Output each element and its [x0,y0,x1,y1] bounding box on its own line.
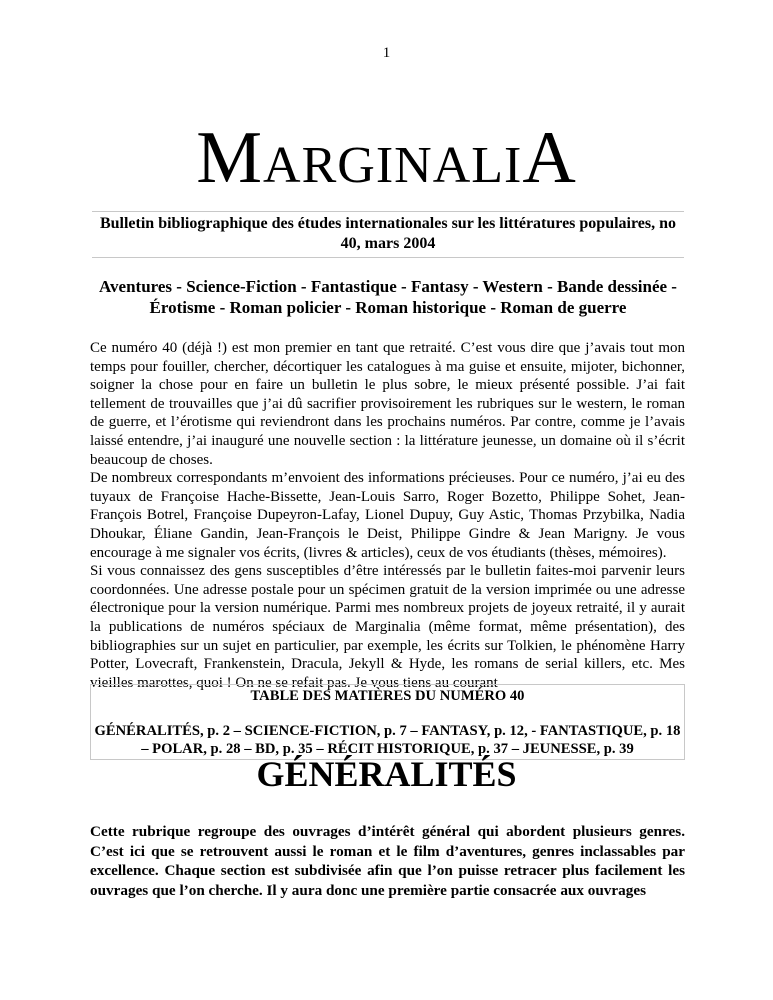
page-number: 1 [382,45,391,61]
title-small-caps: ARGINALI [263,137,523,194]
title-final: A [522,117,577,199]
title-initial: M [196,117,264,199]
intro-paragraph: De nombreux correspondants m’envoient des informations précieuses. Pour ce numéro, j’ai eu des tuyaux de Françoise Hache-Bissette, Jean-Louis Sarro, Roger Bozetto, Philippe Sohet, Jean-François Botrel, Françoise Dupeyron-Lafay, Lionel Dupuy, Guy Astic, Thomas Przybilka, Nadia Dhoukar, Éliane Gandin, Jean-François le Deist, Philippe Gindre & Jean Marigny. Je vous encourage à me signaler vos écrits, (livres & articles), ceux de vos étudiants (thèses, mémoires). [90,470,685,561]
section-intro-text: Cette rubrique regroupe des ouvrages d’intérêt général qui abordent plusieurs genres. C’est ici que se retrouvent aussi le roman et le film d’aventures, genres inclassables par excellence. Chaque section est subdivisée afin que l’on puisse retracer plus facilement les ouvrages que l’on cherche. Il y aura donc une première partie consacrée aux ouvrages [90,823,685,899]
intro-paragraph: Ce numéro 40 (déjà !) est mon premier en tant que retraité. C’est vous dire que j’avais tout mon temps pour fouiller, chercher, décortiquer les catalogues à ma guise et ensuite, mijoter, bichonner, soigner la chose pour en faire un bulletin le plus sobre, le mieux présenté possible. J’ai fait tellement de trouvailles que j’ai dû sacrifier provisoirement les rubriques sur le western, le roman de guerre, et l’érotisme qui reviendront dans les prochains numéros. Par contre, comme je l’avais laissé entendre, j’ai inauguré une nouvelle section : la littérature jeunesse, un domaine où il s’écrit beaucoup de choses. [90,340,685,468]
masthead-title [0,112,773,212]
toc-heading: TABLE DES MATIÈRES DU NUMÉRO 40 [250,688,525,704]
genre-list: Aventures - Science-Fiction - Fantastique - Fantasy - Western - Bande dessinée - Érotisme - Roman policier - Roman historique - Roman de guerre [99,277,677,317]
bulletin-subtitle: Bulletin bibliographique des études internationales sur les littératures populaires, no 40, mars 2004 [99,215,677,252]
bottom-rule [92,257,684,258]
intro-paragraph: Si vous connaissez des gens susceptibles d’être intéressés par le bulletin faites-moi parvenir leurs coordonnées. Une adresse postale pour un spécimen gratuit de la version imprimée ou une adresse électronique pour la version numérique. Parmi mes nombreux projets de joyeux retraité, il y aurait la publications de numéros spéciaux de Marginalia (même format, même présentation), des bibliographies sur un sujet en particulier, par exemple, les écrits sur Tolkien, le phénomène Harry Potter, Lovecraft, Frankenstein, Dracula, Jekyll & Hyde, les romans de serial killers, etc. Mes vieilles marottes, quoi ! On ne se refait pas. Je vous tiens au courant [90,563,685,691]
top-rule [92,211,684,212]
toc-entries: GÉNÉRALITÉS, p. 2 – SCIENCE-FICTION, p. 7 – FANTASY, p. 12, - FANTASTIQUE, p. 18 – POLAR, p. 28 – BD, p. 35 – RÉCIT HISTORIQUE, p. 37 – JEUNESSE, p. 39 [94,723,681,757]
editorial-intro [90,339,685,692]
section-heading: GÉNÉRALITÉS [256,754,517,794]
table-of-contents [90,684,685,760]
